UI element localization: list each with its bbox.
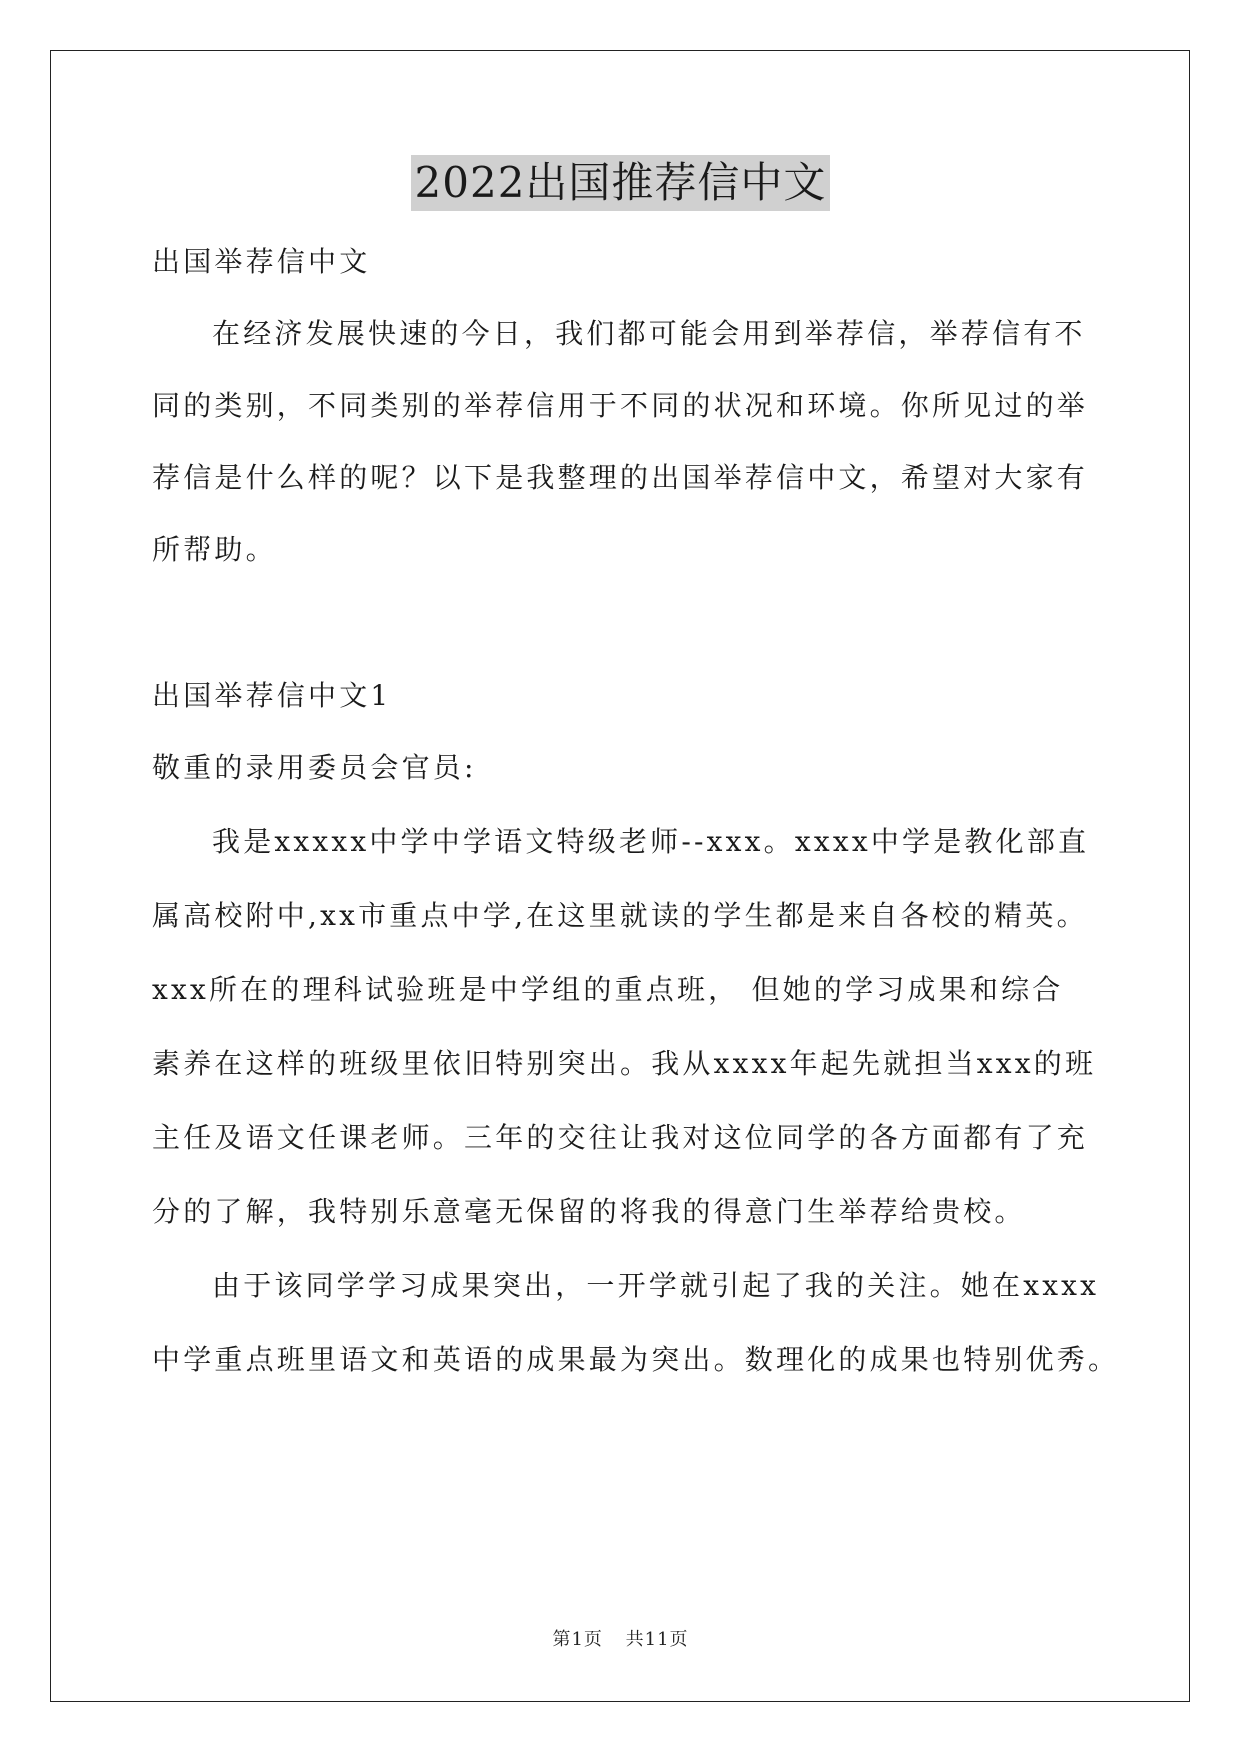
document-title: 2022出国推荐信中文	[411, 155, 831, 211]
page-footer	[0, 1625, 1241, 1651]
salutation: 敬重的录用委员会官员:	[152, 751, 477, 784]
page-border	[50, 50, 1190, 1702]
body-line: xxx所在的理科试验班是中学组的重点班， 但她的学习成果和综合	[152, 973, 1064, 1006]
title-container	[0, 155, 1241, 211]
body-line: 属高校附中,xx市重点中学,在这里就读的学生都是来自各校的精英。	[152, 899, 1088, 932]
body-line: 在经济发展快速的今日，我们都可能会用到举荐信，举荐信有不	[212, 317, 1086, 350]
body-line: 同的类别，不同类别的举荐信用于不同的状况和环境。你所见过的举	[152, 389, 1089, 422]
section-heading: 出国举荐信中文1	[152, 679, 392, 712]
body-line: 主任及语文任课老师。三年的交往让我对这位同学的各方面都有了充	[152, 1121, 1089, 1154]
body-line: 中学重点班里语文和英语的成果最为突出。数理化的成果也特别优秀。	[152, 1343, 1120, 1376]
body-line: 出国举荐信中文	[152, 245, 371, 278]
body-line: 所帮助。	[152, 533, 277, 566]
body-line: 我是xxxxx中学中学语文特级老师--xxx。xxxx中学是教化部直	[212, 825, 1090, 858]
body-line: 分的了解，我特别乐意毫无保留的将我的得意门生举荐给贵校。	[152, 1195, 1026, 1228]
page-number: 第1页	[552, 1629, 603, 1650]
body-line: 由于该同学学习成果突出，一开学就引起了我的关注。她在xxxx	[212, 1269, 1100, 1302]
body-line: 素养在这样的班级里依旧特别突出。我从xxxx年起先就担当xxx的班	[152, 1047, 1097, 1080]
body-line: 荐信是什么样的呢？以下是我整理的出国举荐信中文，希望对大家有	[152, 461, 1089, 494]
page-total: 共11页	[625, 1629, 689, 1650]
